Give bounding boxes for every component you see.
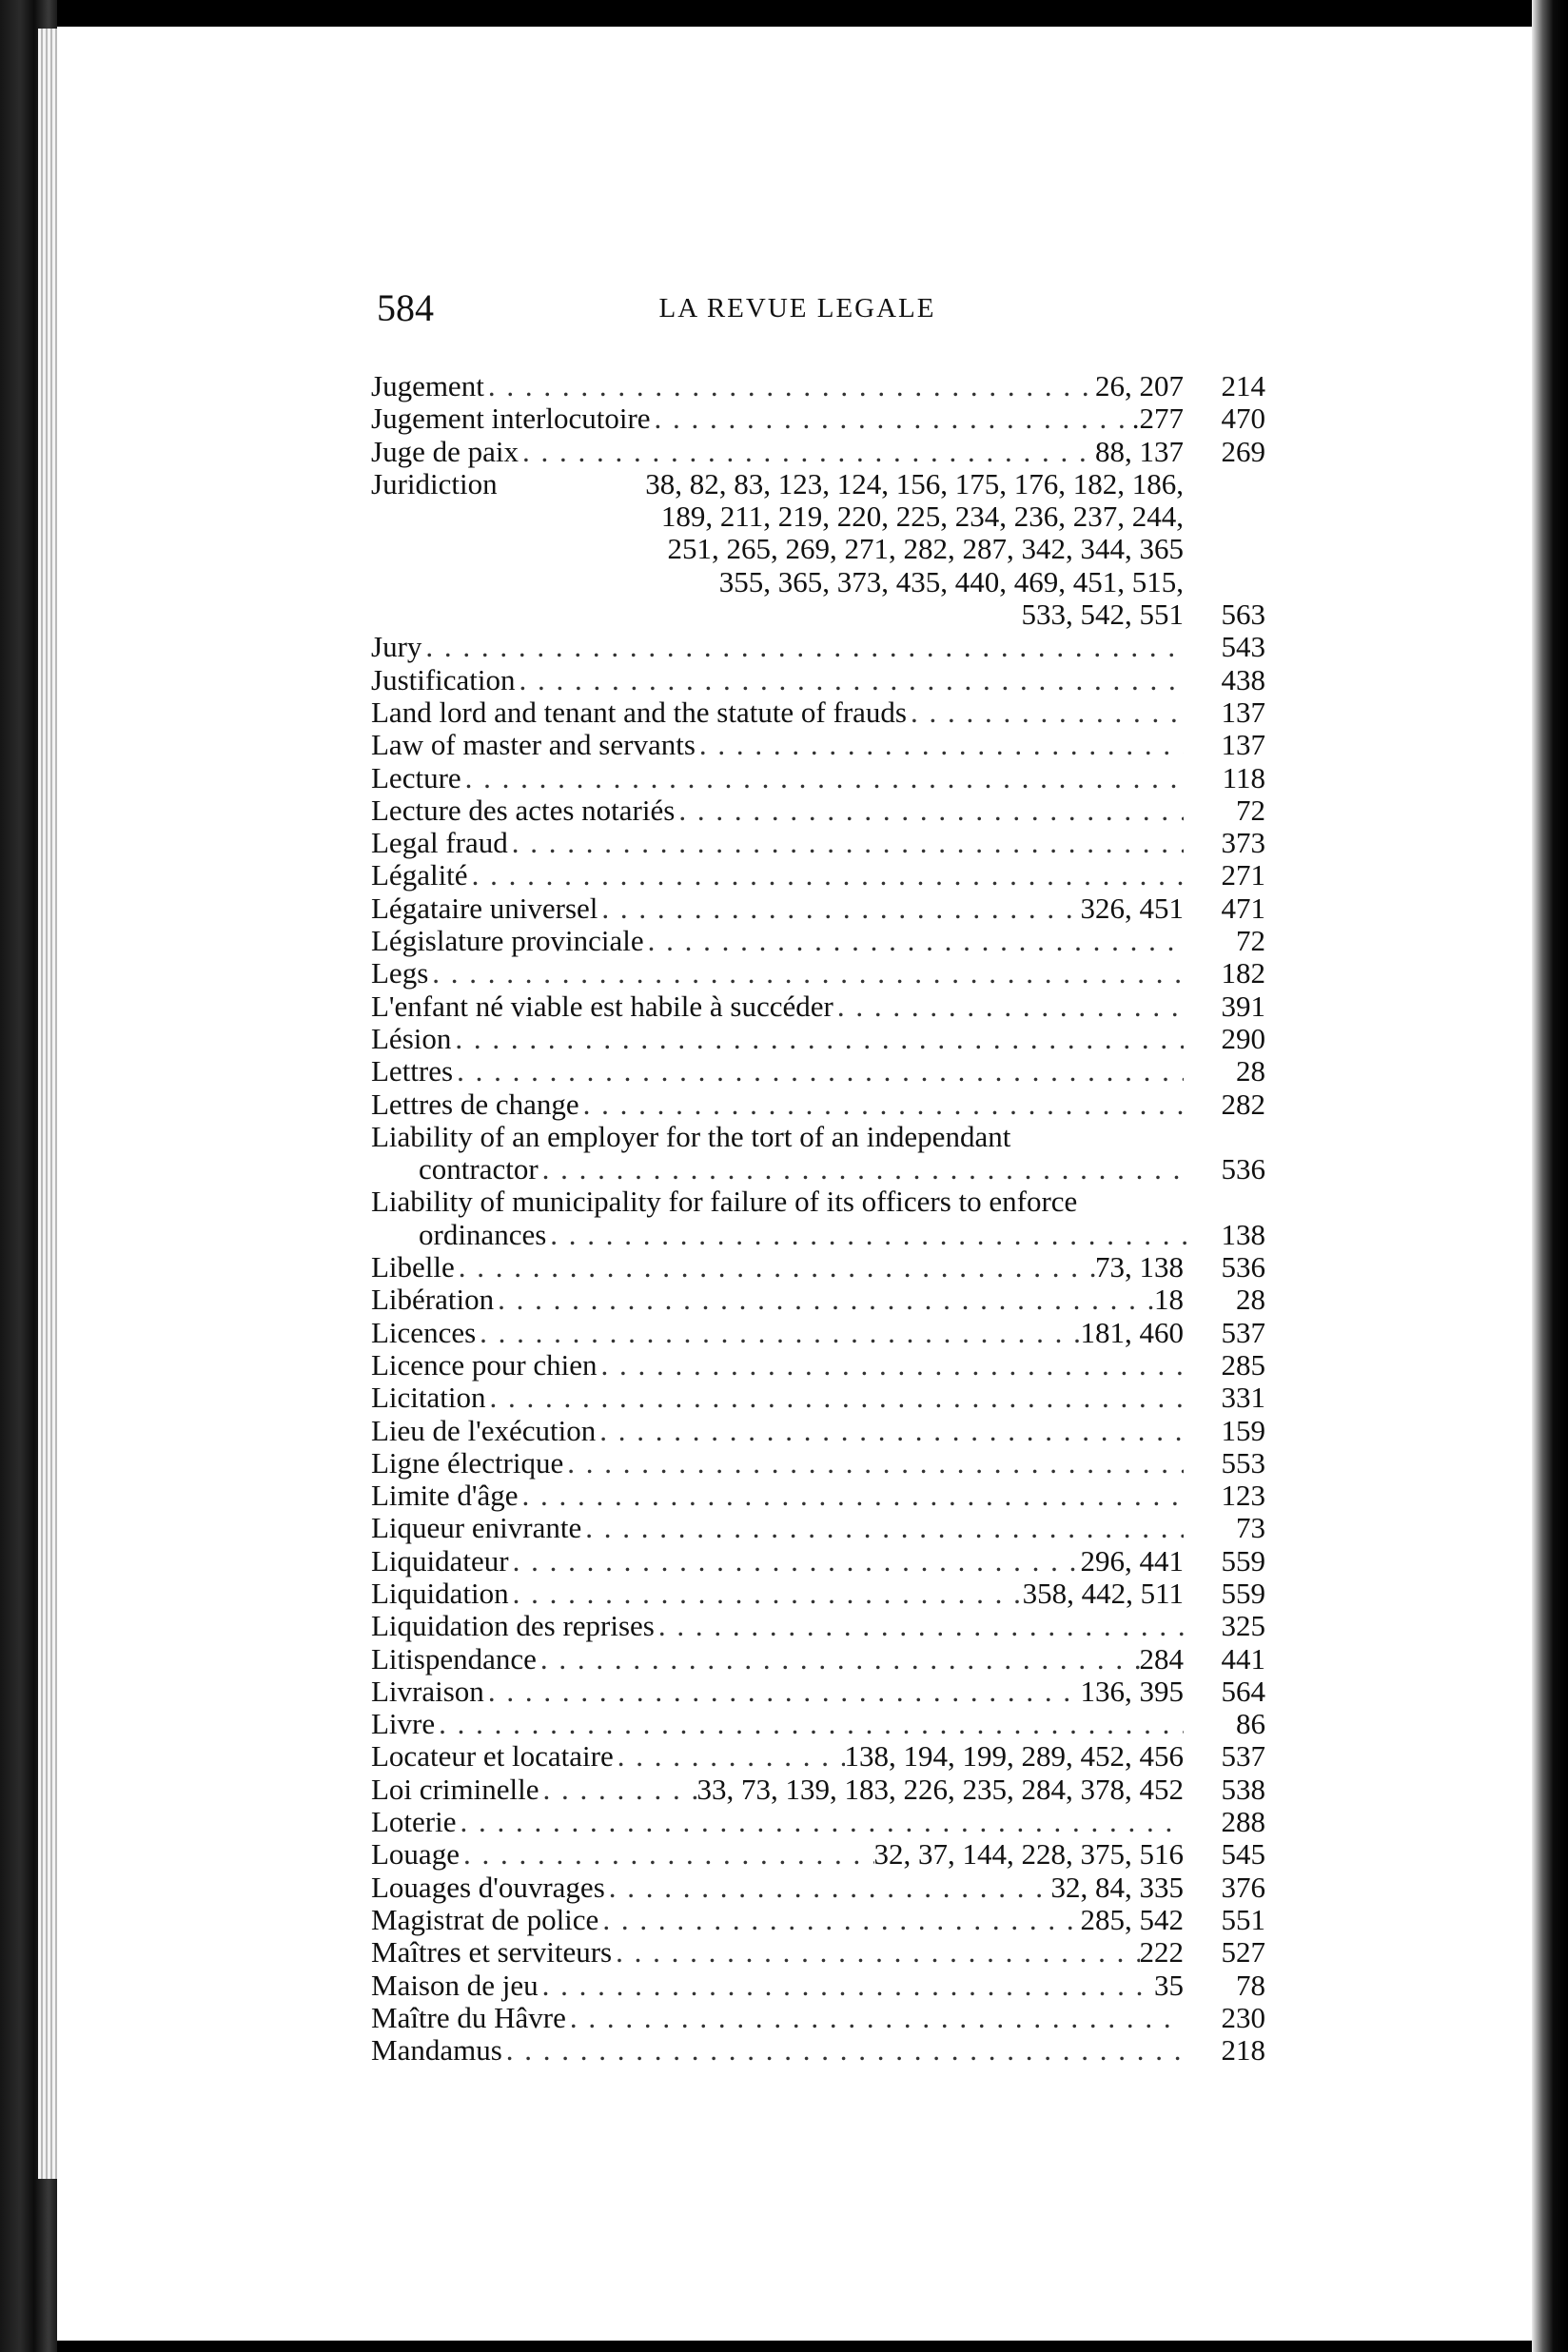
index-entry (371, 956, 1265, 989)
index-entry (371, 2001, 1265, 2033)
entry-page: 527 (1221, 1935, 1265, 1970)
entry-page: 214 (1221, 369, 1265, 402)
entry-page: 536 (1221, 1152, 1265, 1186)
entry-term: Maître du Hâvre (371, 2000, 566, 2034)
entry-term: Lettres (371, 1054, 454, 1088)
leader-dots (455, 1250, 1095, 1284)
entry-refs: 32, 84, 335 (1050, 1870, 1184, 1904)
entry-page: 538 (1221, 1772, 1265, 1806)
entry-page: 559 (1221, 1543, 1265, 1578)
entry-term: Livraison (371, 1674, 484, 1708)
running-title: LA REVUE LEGALE (658, 293, 936, 323)
index-entry (371, 435, 1265, 467)
leader-dots (644, 924, 1184, 958)
entry-term: Loterie (371, 1805, 457, 1839)
leader-dots (453, 1054, 1184, 1088)
leader-dots (539, 1969, 1154, 2003)
leader-dots (612, 1935, 1139, 1970)
entry-term: Legal fraud (371, 826, 508, 860)
leader-dots (655, 1609, 1184, 1643)
leader-dots (421, 630, 1184, 664)
entry-continuation (371, 1152, 1265, 1185)
entry-refs: 88, 137 (1095, 434, 1184, 468)
entry-term: Legs (371, 956, 429, 990)
leader-dots (614, 1739, 845, 1774)
index-entry (371, 1414, 1265, 1446)
entry-term: Ligne électrique (371, 1445, 564, 1480)
running-header (377, 285, 1218, 331)
index-entry (371, 1348, 1265, 1381)
entry-page: 537 (1221, 1315, 1265, 1349)
entry-continuation (371, 598, 1265, 630)
index-entry (371, 1675, 1265, 1707)
leader-dots (468, 858, 1184, 892)
entry-term: Locateur et locataire (371, 1739, 614, 1774)
entry-refs: 32, 37, 144, 228, 375, 516 (873, 1837, 1184, 1872)
leader-dots (484, 369, 1095, 403)
entry-term: Licence pour chien (371, 1347, 598, 1382)
entry-term: Litispendance (371, 1641, 537, 1676)
index-entry (371, 1544, 1265, 1577)
index-entry (371, 1316, 1265, 1348)
entry-term: Licences (371, 1315, 477, 1349)
entry-term: Législature provinciale (371, 924, 644, 958)
entry-page: 537 (1221, 1739, 1265, 1774)
leader-dots (598, 1348, 1184, 1382)
entry-page: 138 (1221, 1217, 1265, 1251)
entry-term: Lésion (371, 1021, 452, 1055)
entry-page: 290 (1221, 1021, 1265, 1055)
entry-refs: 326, 451 (1080, 891, 1184, 925)
entry-term: Jugement interlocutoire (371, 402, 651, 436)
entry-term: Liquidateur (371, 1543, 509, 1578)
continuation-refs: 189, 211, 219, 220, 225, 234, 236, 237, 244, (660, 500, 1184, 534)
index-entry (371, 728, 1265, 760)
book-right-edge (1532, 0, 1568, 2352)
entry-page: 564 (1221, 1674, 1265, 1708)
leader-dots (907, 696, 1184, 730)
index-entry (371, 1773, 1265, 1805)
entry-continuation (371, 532, 1265, 564)
index-entry (371, 1185, 1265, 1217)
index-entry (371, 1837, 1265, 1870)
index-entry (371, 892, 1265, 924)
entry-page: 391 (1221, 989, 1265, 1023)
leader-dots (519, 1479, 1184, 1513)
entry-term: Lecture (371, 760, 461, 794)
leader-dots (563, 1446, 1184, 1480)
entry-refs: .277 (1131, 402, 1184, 436)
entry-page: 118 (1222, 760, 1265, 794)
entry-page: 373 (1221, 826, 1265, 860)
entry-term: Livre (371, 1707, 436, 1741)
index-entry (371, 696, 1265, 728)
index-entry (371, 1250, 1265, 1283)
entry-page: 559 (1221, 1576, 1265, 1610)
entry-term: Law of master and servants (371, 728, 696, 762)
leader-dots (451, 1022, 1184, 1056)
entry-continuation (371, 500, 1265, 532)
entry-term: L'enfant né viable est habile à succéder (371, 989, 833, 1023)
entry-page: 285 (1221, 1347, 1265, 1382)
leader-dots (537, 1642, 1140, 1676)
entry-term: Justification (371, 662, 516, 696)
index-entry (371, 1120, 1265, 1152)
entry-refs: 35 (1154, 1968, 1184, 2002)
leader-dots (509, 1577, 1023, 1611)
entry-page: 159 (1221, 1413, 1265, 1447)
entry-term: Lieu de l'exécution (371, 1413, 597, 1447)
entry-term: Lettres de change (371, 1087, 579, 1121)
leader-dots (509, 1544, 1081, 1578)
entry-term: Liability of municipality for failure of its officers to enforce (371, 1185, 1078, 1219)
entry-refs: 181, 460 (1080, 1315, 1184, 1349)
continuation-term: contractor (419, 1152, 539, 1186)
entry-refs: 138, 194, 199, 289, 452, 456 (844, 1739, 1184, 1774)
entry-page: 470 (1221, 402, 1265, 436)
entry-page: 325 (1221, 1609, 1265, 1643)
index-entry (371, 761, 1265, 794)
continuation-refs: 251, 265, 269, 271, 282, 287, 342, 344, 365 (667, 532, 1184, 566)
entry-term: Liqueur enivrante (371, 1511, 582, 1545)
index-entry (371, 1022, 1265, 1054)
index-list (371, 369, 1265, 2066)
entry-page: 271 (1221, 858, 1265, 892)
leader-dots (502, 2033, 1184, 2068)
leader-dots (605, 1871, 1051, 1905)
entry-term: Juridiction (371, 466, 498, 500)
index-entry (371, 794, 1265, 826)
entry-page: 123 (1221, 1479, 1265, 1513)
entry-term: Légataire universel (371, 891, 598, 925)
entry-continuation (371, 565, 1265, 598)
leader-dots (461, 761, 1184, 795)
index-entry (371, 990, 1265, 1022)
entry-term: Magistrat de police (371, 1902, 599, 1936)
entry-page: 78 (1236, 1968, 1265, 2002)
entry-page: 282 (1221, 1087, 1265, 1121)
index-entry (371, 1479, 1265, 1511)
leader-dots (435, 1707, 1184, 1741)
leader-dots (696, 728, 1184, 762)
page-number: 584 (377, 286, 434, 329)
entry-term: Mandamus (371, 2033, 502, 2068)
entry-page: 551 (1221, 1902, 1265, 1936)
index-entry (371, 467, 1265, 500)
index-entry (371, 1642, 1265, 1675)
index-entry (371, 1871, 1265, 1903)
leader-dots (539, 1773, 696, 1807)
leader-dots (516, 663, 1184, 697)
entry-term: Légalité (371, 858, 468, 892)
entry-refs: 284 (1139, 1641, 1184, 1676)
entry-refs: 136, 395 (1080, 1674, 1184, 1708)
leader-dots (460, 1837, 874, 1872)
entry-term: Liquidation (371, 1576, 509, 1610)
entry-refs: 358, 442, 511 (1022, 1576, 1184, 1610)
entry-page: 543 (1221, 630, 1265, 664)
index-entry (371, 1805, 1265, 1837)
entry-term: Libelle (371, 1250, 455, 1284)
leader-dots (476, 1316, 1080, 1350)
entry-page: 545 (1221, 1837, 1265, 1872)
index-entry (371, 1088, 1265, 1120)
index-entry (371, 1609, 1265, 1641)
entry-page: 72 (1236, 793, 1265, 827)
leader-dots (546, 1218, 1187, 1252)
entry-term: Liability of an employer for the tort of an independant (371, 1119, 1011, 1153)
leader-dots (539, 1152, 1187, 1186)
entry-page: 182 (1221, 956, 1265, 990)
leader-dots (651, 402, 1132, 436)
entry-refs: 296, 441 (1080, 1543, 1184, 1578)
entry-page: 28 (1236, 1054, 1265, 1088)
leader-dots (519, 435, 1095, 469)
entry-term: Maison de jeu (371, 1968, 539, 2002)
continuation-refs: 355, 365, 373, 435, 440, 469, 451, 515, (718, 564, 1184, 598)
index-entry (371, 1707, 1265, 1739)
entry-page: 73 (1236, 1511, 1265, 1545)
entry-term: Land lord and tenant and the statute of frauds (371, 695, 907, 729)
index-entry (371, 663, 1265, 696)
entry-term: Loi criminelle (371, 1772, 539, 1806)
entry-term: Lecture des actes notariés (371, 793, 676, 827)
index-entry (371, 2033, 1265, 2066)
entry-term: Licitation (371, 1381, 486, 1415)
leader-dots (675, 794, 1184, 828)
entry-term: Juge de paix (371, 434, 519, 468)
leader-dots (566, 2001, 1184, 2035)
leader-dots (484, 1675, 1081, 1709)
leader-dots (508, 826, 1184, 860)
index-entry (371, 1446, 1265, 1479)
index-entry (371, 858, 1265, 891)
entry-page: 230 (1221, 2000, 1265, 2034)
entry-refs: 26, 207 (1095, 369, 1184, 402)
entry-refs: 285, 542 (1080, 1902, 1184, 1936)
entry-page: 376 (1221, 1870, 1265, 1904)
index-entry (371, 630, 1265, 662)
leader-dots (596, 1414, 1184, 1448)
leader-dots (486, 1381, 1184, 1415)
entry-page: 288 (1221, 1805, 1265, 1839)
index-entry (371, 1577, 1265, 1609)
leader-dots (457, 1805, 1184, 1839)
entry-page: 218 (1221, 2033, 1265, 2068)
index-entry (371, 1903, 1265, 1935)
entry-page: 137 (1221, 728, 1265, 762)
entry-refs: 73, 138 (1095, 1250, 1184, 1284)
index-entry (371, 369, 1265, 402)
entry-page: 269 (1221, 434, 1265, 468)
entry-page: 563 (1221, 598, 1265, 632)
entry-page: 536 (1221, 1250, 1265, 1284)
index-entry (371, 402, 1265, 434)
entry-page: 331 (1221, 1381, 1265, 1415)
index-entry (371, 1283, 1265, 1315)
entry-term: Liquidation des reprises (371, 1609, 655, 1643)
index-entry (371, 1739, 1265, 1772)
entry-term: Maîtres et serviteurs (371, 1935, 613, 1970)
entry-term: Jugement (371, 369, 484, 402)
entry-term: Jury (371, 630, 422, 664)
entry-page: 137 (1221, 695, 1265, 729)
entry-term: Louage (371, 1837, 460, 1872)
entry-page: 438 (1221, 662, 1265, 696)
index-entry (371, 924, 1265, 956)
index-entry (371, 826, 1265, 858)
index-entry (371, 1381, 1265, 1413)
continuation-refs: 533, 542, 551 (1021, 598, 1184, 632)
leader-dots (598, 1903, 1080, 1937)
entry-page: 471 (1221, 891, 1265, 925)
index-entry (371, 1935, 1265, 1968)
entry-page: 553 (1221, 1445, 1265, 1480)
entry-refs: 18 (1154, 1283, 1184, 1317)
index-entry (371, 1969, 1265, 2001)
leader-dots (579, 1088, 1184, 1122)
entry-page: 86 (1236, 1707, 1265, 1741)
entry-term: Libération (371, 1283, 495, 1317)
entry-term: Limite d'âge (371, 1479, 519, 1513)
leader-dots (581, 1511, 1184, 1545)
index-entry (371, 1054, 1265, 1087)
entry-page: 72 (1236, 924, 1265, 958)
leader-dots (598, 892, 1080, 926)
entry-refs: 38, 82, 83, 123, 124, 156, 175, 176, 182, 186, (645, 466, 1184, 500)
entry-refs: 222 (1139, 1935, 1184, 1970)
entry-continuation (371, 1218, 1265, 1250)
entry-term: Louages d'ouvrages (371, 1870, 605, 1904)
entry-page: 441 (1221, 1641, 1265, 1676)
entry-page: 28 (1236, 1283, 1265, 1317)
leader-dots (428, 956, 1184, 990)
index-entry (371, 1511, 1265, 1543)
continuation-term: ordinances (419, 1217, 547, 1251)
entry-refs: 33, 73, 139, 183, 226, 235, 284, 378, 452 (696, 1772, 1184, 1806)
leader-dots (833, 990, 1184, 1024)
leader-dots (494, 1283, 1154, 1317)
